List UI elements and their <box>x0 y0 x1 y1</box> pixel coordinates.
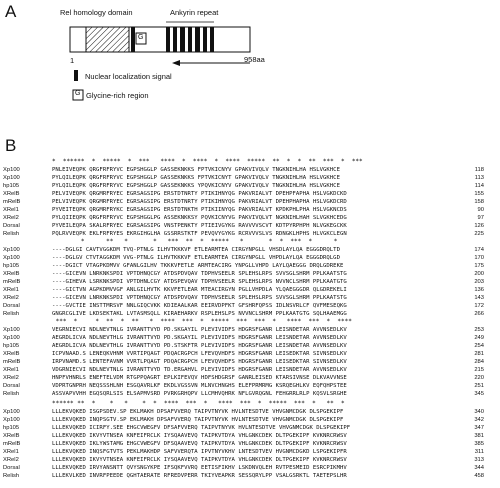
residue-number: 249 <box>474 335 484 341</box>
species-name: XRel2 <box>3 215 19 221</box>
residue-number: 220 <box>474 375 484 381</box>
sequence-row <box>0 174 500 182</box>
species-name: hp105 <box>3 425 20 431</box>
residue-number: 385 <box>474 441 484 447</box>
ankyrin-repeat <box>195 27 200 52</box>
residue-number: 215 <box>474 367 484 373</box>
conservation-marks: *** * * ** * ** * **** *** * ***** *** *** * **** *** * **** <box>52 318 352 325</box>
species-name: XRel1 <box>3 449 19 455</box>
species-name: mRelB <box>3 359 21 365</box>
residue-number: 175 <box>474 263 484 269</box>
species-name: Xp100 <box>3 255 20 261</box>
residue-number: 381 <box>474 433 484 439</box>
conservation-marks: ****** ** * * * * * **** *** * **** *** * ***** *** * ** * <box>52 400 345 407</box>
species-name: mRelB <box>3 441 21 447</box>
species-name: XRelB <box>3 351 20 357</box>
sequence-text: LLLEKVQKED IKLYWSTAMG EHGCVWEGFV DFSQAAVEVQ TAIPKVTDYA VHLGNKCDEK DLTPGEKIPF KVKNRCRWSV <box>52 441 347 447</box>
sequence-row <box>0 230 500 238</box>
rel-homology-label: Rel homology domain <box>60 8 133 17</box>
residue-number: 200 <box>474 271 484 277</box>
ankyrin-repeat <box>203 27 207 52</box>
residue-number: 311 <box>474 449 484 455</box>
sequence-row <box>0 432 500 440</box>
sequence-row <box>0 326 500 334</box>
sequence-text: AEGRDLICVA NDLNEVTHLG IVRANTTVYD PD.SKGAYIL PLEVIVIDFS HDGRSFGANR LEISNDETAR AVVNSEDLKV <box>52 335 347 341</box>
sequence-row <box>0 246 500 254</box>
residue-number: 266 <box>474 311 484 317</box>
sequence-row <box>0 334 500 342</box>
sequence-row <box>0 294 500 302</box>
sequence-row <box>0 416 500 424</box>
species-name: Xp100 <box>3 409 20 415</box>
sequence-text: ----DGLGI CAVTVGGKDM TVQ-PTNLG ILHVTKKKVF ETLEARMTEA CIRGYNPGLL VHSDLAYLQA EGGGDRQLTD <box>52 247 340 253</box>
sequence-text: ----DGLGV CTVTAGGKDM VVG-PTNLG ILHVTKKKVF ETLEARMTEA CIRGYNPGLL VHPDLAYLQA EGGGDRQLGD <box>52 255 340 261</box>
sequence-text: PYLQILEQPK QRGFRFRYVC EGPSHGGLP GASSEKNKKS FPTVKICNYT GPAKVIVQLV TNGKNIHLHA HSLVGKHCE <box>52 175 340 181</box>
g-marker-text: G <box>138 34 144 41</box>
species-name: Dorsal <box>3 303 20 309</box>
residue-number: 143 <box>474 295 484 301</box>
residue-number: 347 <box>474 425 484 431</box>
species-name: Xp100 <box>3 167 20 173</box>
sequence-row <box>0 190 500 198</box>
sequence-row <box>0 374 500 382</box>
sequence-text: PYVEILEQPA SKALRFRYEC EGRSAGSIPG VNSTPENKTY PTIEIVGYKG RAVVVVSCVT KDTPYRPHPH NLVGKEGCKK <box>52 223 347 229</box>
sequence-row <box>0 342 500 350</box>
ankyrin-repeat <box>180 27 185 52</box>
sequence-text: VDPRTGNPRH NEQSSSHLNH ESGQAVRLKF EKDLVGSSVN MLNVCHNGHS ELEFPRMRMG KSRQEGHLKV EQFQHPSTEE <box>52 383 347 389</box>
residue-number: 340 <box>474 409 484 415</box>
sequence-text: LLLEKVQKED INQPSGTV.SP EKLMAKH DPSAFVVERQ TAIPVTNYVK HVLNTESDTVE VHVGNMCDGK DLSPGEKIPF <box>52 417 344 423</box>
species-name: Relish <box>3 231 20 237</box>
conservation-marks: * ****** * ***** * *** **** * **** * **** ***** ** * * ** *** * *** <box>52 158 363 165</box>
sequence-text: PYVEITEQPK QRGMRFRYKC EGRSAGSIPG ERSTDTNKTH PTIKIINYQG PAKVRIALVT KPDKPHLPHA HSLVGKNCDS <box>52 207 347 213</box>
species-name: XRel1 <box>3 287 19 293</box>
species-name: Xp100 <box>3 327 20 333</box>
species-name: XRelB <box>3 433 20 439</box>
sequence-text: LLLEKVQKED IRVYANSNTT QVYSNGYKPE IFSQKFVVRQ EETISFIKHV LSKDNVQLEH RVTPESMEID ESRCPIKMHV <box>52 465 347 471</box>
residue-number: 136 <box>474 287 484 293</box>
sequence-row <box>0 182 500 190</box>
legend-glycine-text: Glycine-rich region <box>86 91 149 100</box>
sequence-text: ----GICTVN AGPKDMVVGF ANLGILHVTK KKVFETLEAR MTEACIRGYN PGLLVHPDLA YLQAEGGGDR QLGDREKELI <box>52 287 347 293</box>
start-position: 1 <box>70 56 75 65</box>
sequence-row <box>0 302 500 310</box>
residue-number: 342 <box>474 417 484 423</box>
rel-homology-domain <box>86 27 129 52</box>
species-name: Dorsal <box>3 383 20 389</box>
species-name: hp105 <box>3 343 20 349</box>
residue-number: 172 <box>474 303 484 309</box>
sequence-text: ASSVAPVVHH EGQSQRLSIS ELSAPMVSRD PVRKGRHQPV LLCMHVQHRK NFLGVRQGNL FEHGRRLRLP KQSVLSRGHE <box>52 391 347 397</box>
species-name: Relish <box>3 311 20 317</box>
residue-number: 253 <box>474 327 484 333</box>
sequence-text: LLLEKVQKED IKVYVTNSEA KNFEIFRCLK IYSQAAVEVQ TAIPKVTDYA VHLGNKCDEK DLTPGEKIPF KVKNRCRWSV <box>52 433 347 439</box>
residue-number: 90 <box>477 207 484 213</box>
sequence-row <box>0 464 500 472</box>
residue-number: 251 <box>474 383 484 389</box>
sequence-text: PYLQIIEQPK QRGFRFRYVC EGPSHGGLPG ASSEKNKKSY PQVKICNYVG PAKVIVQLVT NGKNIHLHAH SLVGKHCEDG <box>52 215 347 221</box>
sequence-text: LLLEKVQKED ICIRFY.SEE EHGCVWEGFV DFSAFVVERQ TAIPVTNYVK HVLNTESDTVE VHVGNMCDGK DLSPGEKIPF <box>52 425 351 431</box>
sequence-text: LLLEKVQKED IKVYVTNSEA KNFEIFRCLK IYSQAAVEVQ TAIPKVTDYA VHLGNKCDEK DLTPGEKIPF KVKNRCRWSV <box>52 457 347 463</box>
sequence-row <box>0 390 500 398</box>
ankyrin-repeat-label: Ankyrin repeat <box>170 8 219 17</box>
sequence-text: AEGRDLICVA NDLNEVTHLG IVRANTTVYD PD.STSKFTR PLEVIVIDFS HDGRSFGANR LEISNDETAR AVVNSEDLKV <box>52 343 347 349</box>
species-name: mRelB <box>3 279 21 285</box>
residue-number: 114 <box>474 183 484 189</box>
species-name: XRelB <box>3 271 20 277</box>
sequence-text: VDGRNIECVI NDLNEVTNLG IVRANTTVYD TD.ERGAHVL PLEVIVIDFS HDGRSFGANR LEISNDETAR AVVNSEDLKV <box>52 367 347 373</box>
nls-marker <box>131 27 135 52</box>
ankyrin-repeat <box>173 27 177 52</box>
ankyrin-repeat <box>188 27 192 52</box>
panel-a-letter: A <box>5 2 17 21</box>
species-name: mRelB <box>3 199 21 205</box>
residue-number: 281 <box>474 351 484 357</box>
species-name: XRel1 <box>3 207 19 213</box>
species-name: XRel2 <box>3 375 19 381</box>
sequence-text: GNGRCGLIVE LKDSEKTAKL LVTASMSQLL KIRAEHARKV RSPLEHSLPS NVVNCLSHRM PPLKAATGTG SQLHAAEMGG <box>52 311 347 317</box>
species-name: hp105 <box>3 263 20 269</box>
residue-number: 158 <box>474 199 484 205</box>
sequence-row <box>0 382 500 390</box>
sequence-text: PQLRVVEQPK EKLFRFRYES EKRGIHGLHA GSSRRSTKTF PEVQVYGYKG RCRVVVSLVS RDNGKLHPHS HLVGKCLEGN <box>52 231 347 237</box>
species-name: Relish <box>3 473 20 479</box>
sequence-text: ----DGICT VTAGPKDMVV GFANLGILHV TKKKVFETLE ARMTEACIRG YNPGLLVHPD LAYLQAEGGG DRQLGDREKE <box>52 263 344 269</box>
sequence-text: PYLQILEQPK QRGFRFRYVC EGPSHGGLP GASSEKNKKS YPQVKICNYV GPAKVIVQLV TNGKNIHLHA HSLVGKHCE <box>52 183 340 189</box>
residue-number: 174 <box>474 247 484 253</box>
sequence-row <box>0 206 500 214</box>
sequence-row <box>0 214 500 222</box>
residue-number: 284 <box>474 359 484 365</box>
residue-number: 155 <box>474 191 484 197</box>
residue-number: 458 <box>474 473 484 479</box>
sequence-row <box>0 424 500 432</box>
legend-nls-text: Nuclear localization signal <box>85 72 172 81</box>
residue-number: 113 <box>474 175 484 181</box>
species-name: Xp100 <box>3 175 20 181</box>
sequence-text: HNPFVHNRLS ENEFTELVDM RTGPPQAGRT EPLKIFEVQV HDFSHDGRSF GANRLEISED KTARSIVNSE DLKVAVVNSE <box>52 375 347 381</box>
sequence-row <box>0 448 500 456</box>
sequence-text: VEGRNIECVI NDLNEVTNLG IVRANTTVYD PD.SKGAYIL PLEVIVIDFS HDGRSFGANR LEISNDETAR AVVNSEDLKV <box>52 327 347 333</box>
sequence-row <box>0 456 500 464</box>
end-position: 958aa <box>244 55 265 64</box>
sequence-text: PNLEIVEQPK QRGFRFRYVC EGPSHGGLP GASSEKNKKS FPTVKICNYV GPAKVIVQLV TNGKNIHLHA HSLVGKHCE <box>52 167 340 173</box>
sequence-row <box>0 440 500 448</box>
sequence-text: ----GICEVN LNRKNKSPDI VPTDHNQCGY ATDSPDVQAV TDPHVSEELR SPLEHSLRPS SVVSGLSHRM PPLKAATSTG <box>52 295 347 301</box>
sequence-text: LLLEKVQKED ISGPSDEV.SP EKLMAKH DPSAFVVERQ TAIPVTNYVK HVLNTESDTVE VHVGNMCDGK DLSPGEKIPF <box>52 409 344 415</box>
ankyrin-repeat <box>166 27 170 52</box>
residue-number: 97 <box>477 215 484 221</box>
sequence-text: LLLEKVQKED INQSFGTVTS PEKLMAKHDP SAFVVERQTA IPVTNYVKHV LNTESDTVEV HVGNMCDGKD LSPGEKIPFR <box>52 449 347 455</box>
sequence-text: IRPVNAMD.S LENTEFAVNM VVRTLPQAGT PDQACRGPCH LFEVQVHDFS HDGRSFGANR LEISEDKTAR SIVNSEDLKV <box>52 359 347 365</box>
sequence-text: PELVIVEQPK QRGMRFRYEC EGRSAGSIPG ERSTDTNRTY PTIKIHNYQG PAKVRIALVT DPEHPFAPHA HSLVGKDCKD <box>52 191 347 197</box>
residue-number: 254 <box>474 343 484 349</box>
residue-number: 344 <box>474 465 484 471</box>
sequence-row <box>0 472 500 480</box>
residue-number: 225 <box>474 231 484 237</box>
residue-number: 126 <box>474 223 484 229</box>
sequence-row <box>0 198 500 206</box>
species-name: hp105 <box>3 183 20 189</box>
sequence-text: ----GICEVN LNRKNKSPDI VPTDHNQCGY ATDSPDVQAV TDPHVSEELR SPLEHSLRPS SVVSGLSHRM PPLKAATSTG <box>52 271 347 277</box>
sequence-row <box>0 358 500 366</box>
sequence-text: ----GVCTIE INSTTMRSVF NNLGIQCVKK KDIEAALKAR EEIRVDPFKT GFSHRFQPSS IDLNSVRLCF QVFMESEQKG <box>52 303 347 309</box>
species-name: XRel2 <box>3 295 19 301</box>
species-name: Dorsal <box>3 465 20 471</box>
sequence-row <box>0 254 500 262</box>
species-name: XRel1 <box>3 367 19 373</box>
residue-number: 203 <box>474 279 484 285</box>
residue-number: 313 <box>474 457 484 463</box>
species-name: XRel2 <box>3 457 19 463</box>
sequence-row <box>0 222 500 230</box>
ankyrin-repeat <box>210 27 214 52</box>
sequence-row <box>0 166 500 174</box>
sequence-row <box>0 278 500 286</box>
species-name: Xp100 <box>3 417 20 423</box>
sequence-row <box>0 408 500 416</box>
panel-b-letter: B <box>5 136 17 155</box>
species-name: Xp100 <box>3 335 20 341</box>
species-name: Relish <box>3 391 20 397</box>
species-name: Dorsal <box>3 223 20 229</box>
sequence-row <box>0 270 500 278</box>
legend-g-box-text: G <box>75 90 81 97</box>
sequence-row <box>0 262 500 270</box>
arrow-head <box>172 60 180 66</box>
residue-number: 345 <box>474 391 484 397</box>
sequence-text: ----GIHEVA LSRKNKSPDI VPTDHNLCGY ATDSPEVQAV TDPHVSEELR SPLEHSLRPS NVVNCLSHRM PPLKAATGTG <box>52 279 347 285</box>
sequence-row <box>0 286 500 294</box>
sequence-row <box>0 310 500 318</box>
sequence-row <box>0 366 500 374</box>
sequence-row <box>0 350 500 358</box>
conservation-marks: * ** * * *** ** * ***** * * * *** * * <box>52 238 338 245</box>
sequence-text: ICPVNAAD.S LENEQKVHNM VVRTIPQAGT PDQACRGPCH LFEVQVHDFS HDGRSFGANR LEISEDKTAR SIVNSEDLKV <box>52 351 347 357</box>
species-name: Xp100 <box>3 247 20 253</box>
sequence-text: LLLEKVLKED INVRFPEEDE QGHTAERATE RFREDVPERR TKIYVEAPKR SESSQRYLPP VSALGSRKTL TAETEPSLHR <box>52 473 347 479</box>
species-name: XRelB <box>3 191 20 197</box>
sequence-text: PELVIVEQPK QRGMRFRYEC EGRSAGSIPG ERSTDTNRTY PTIKIHNYQG PAKVRIALVT DPEHPHAPHA HSLVGKDCRD <box>52 199 347 205</box>
residue-number: 118 <box>474 167 484 173</box>
legend-nls-bar <box>74 70 78 81</box>
residue-number: 170 <box>474 255 484 261</box>
